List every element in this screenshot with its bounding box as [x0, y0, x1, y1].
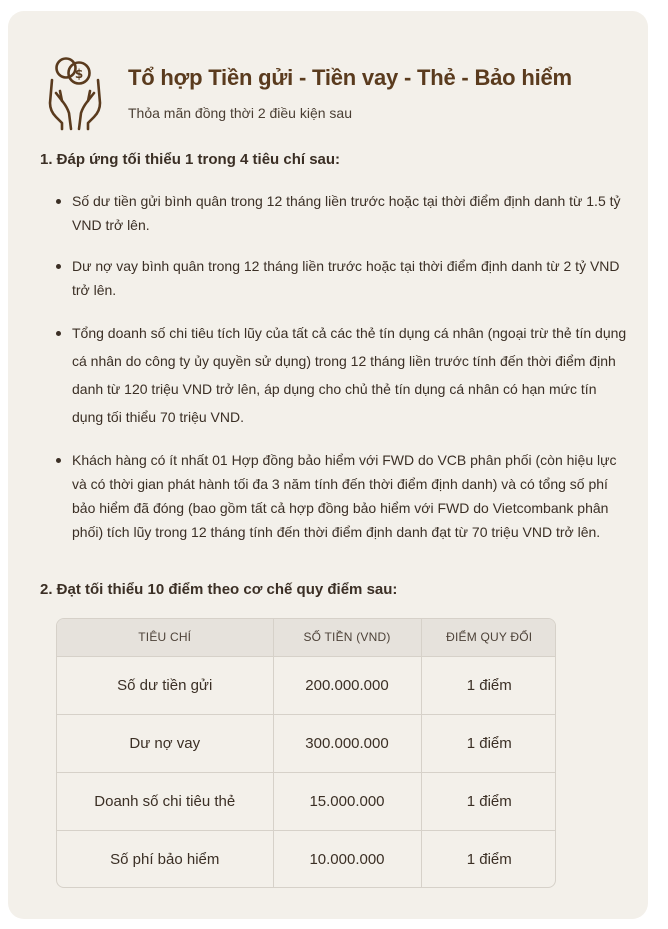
- svg-text:$: $: [74, 67, 84, 81]
- cell-amount: 10.000.000: [273, 830, 421, 888]
- bullet-icon: [56, 458, 61, 463]
- cell-criteria: Dư nợ vay: [57, 714, 273, 772]
- section1-title: 1. Đáp ứng tối thiểu 1 trong 4 tiêu chí sau:: [40, 151, 341, 168]
- cell-points: 1 điểm: [421, 656, 556, 714]
- cell-amount: 200.000.000: [273, 656, 421, 714]
- table-row: [57, 772, 556, 830]
- cell-points: 1 điểm: [421, 772, 556, 830]
- criteria-text: Dư nợ vay bình quân trong 12 tháng liền trước hoặc tại thời điểm định danh từ 2 tỷ VND trở lên.: [72, 258, 620, 298]
- table-row: [57, 714, 556, 772]
- list-item: [54, 319, 628, 431]
- column-header-points: ĐIỂM QUY ĐỔI: [421, 619, 556, 656]
- table-row: [57, 830, 556, 888]
- bullet-icon: [56, 264, 61, 269]
- table-row: [57, 656, 556, 714]
- page-subtitle: Thỏa mãn đồng thời 2 điều kiện sau: [128, 105, 352, 121]
- cell-criteria: Doanh số chi tiêu thẻ: [57, 772, 273, 830]
- cell-criteria: Số phí bảo hiểm: [57, 830, 273, 888]
- criteria-card: [8, 11, 648, 919]
- column-header-amount: SỐ TIỀN (VND): [273, 619, 421, 656]
- cell-criteria: Số dư tiền gửi: [57, 656, 273, 714]
- bullet-icon: [56, 199, 61, 204]
- criteria-list: [54, 189, 628, 561]
- section2-title: 2. Đạt tối thiểu 10 điểm theo cơ chế quy điểm sau:: [40, 581, 398, 598]
- column-header-criteria: TIÊU CHÍ: [57, 619, 273, 656]
- table-header-row: [57, 619, 556, 656]
- cell-amount: 15.000.000: [273, 772, 421, 830]
- points-table: [56, 618, 556, 888]
- hands-coins-icon: [44, 49, 106, 131]
- page-title: Tổ hợp Tiền gửi - Tiền vay - Thẻ - Bảo hiểm: [128, 65, 572, 90]
- list-item: [54, 448, 628, 544]
- criteria-text: Tổng doanh số chi tiêu tích lũy của tất cả các thẻ tín dụng cá nhân (ngoại trừ thẻ tín dụng cá nhân do công ty ủy quyền sử dụng) trong 12 tháng liền trước tính đến thời điểm định danh từ 120 triệu VND trở lên, áp dụng cho chủ thẻ tín dụng cá nhân có hạn mức tín dụng tối thiểu 70 triệu VND.: [72, 325, 627, 425]
- list-item: [54, 189, 628, 237]
- criteria-text: Khách hàng có ít nhất 01 Hợp đồng bảo hiểm với FWD do VCB phân phối (còn hiệu lực và có thời gian phát hành tối đa 3 năm tính đến thời điểm định danh) và có tổng số phí bảo hiểm đã đóng (bao gồm tất cả hợp đồng bảo hiểm với FWD do Vietcombank phân phối) tích lũy trong 12 tháng tính đến thời điểm định danh đạt từ 70 triệu VND trở lên.: [72, 452, 617, 540]
- criteria-text: Số dư tiền gửi bình quân trong 12 tháng liền trước hoặc tại thời điểm định danh từ 1.5 tỷ VND trở lên.: [72, 193, 621, 233]
- cell-points: 1 điểm: [466, 850, 512, 868]
- bullet-icon: [56, 331, 61, 336]
- cell-amount: 300.000.000: [273, 714, 421, 772]
- cell-points: 1 điểm: [421, 714, 556, 772]
- list-item: [54, 254, 628, 302]
